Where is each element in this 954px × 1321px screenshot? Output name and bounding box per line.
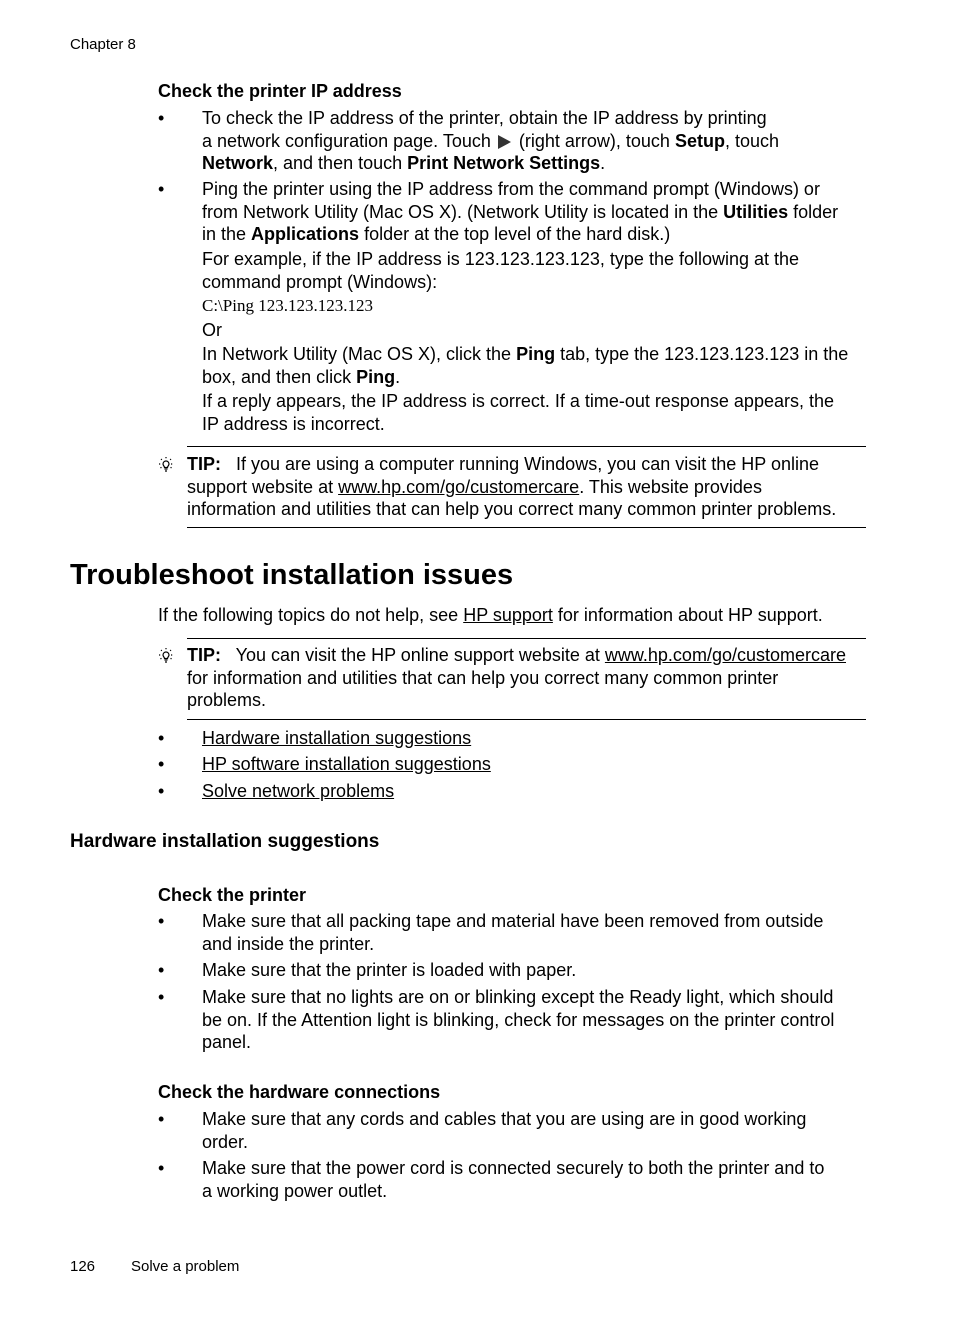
lightbulb-tip-icon xyxy=(156,646,176,666)
bold-text: Print Network Settings xyxy=(407,153,601,173)
bullet-marker: • xyxy=(158,987,165,1007)
text: for information and utilities that can help you correct many common printer problems. xyxy=(187,667,779,710)
footer-section: Solve a problem xyxy=(131,1258,240,1275)
tip-divider-top xyxy=(187,638,866,639)
text: You can visit the HP online support website at xyxy=(221,645,605,665)
text: folder in the xyxy=(202,201,839,244)
bullet-marker: • xyxy=(158,1158,165,1178)
text: , touch xyxy=(724,130,779,151)
paragraph-network-utility xyxy=(202,343,848,388)
text: For example, if the IP address is 123.123.123.123, type the following at the command prompt (Windows): xyxy=(202,249,800,292)
text: Make sure that no lights are on or blinking except the Ready light, which should be on. If the Attention light is blinking, check for messages on the printer control panel. xyxy=(202,987,835,1052)
bullet-marker: • xyxy=(158,108,165,128)
text: . xyxy=(600,153,606,173)
text: Check the hardware connections xyxy=(158,1082,441,1102)
text: If you are using a computer running Windows, you can visit the HP online support website at xyxy=(187,454,819,497)
subheading-check-ip xyxy=(158,80,402,103)
text: To check the IP address of the printer, obtain the IP address by printing a network configuration page. Touch xyxy=(202,108,767,151)
link-item-software xyxy=(158,753,491,776)
bullet-marker: • xyxy=(158,728,165,748)
text: . xyxy=(395,366,401,387)
text: In Network Utility (Mac OS X), click the xyxy=(202,344,517,364)
bullet-power xyxy=(158,1157,825,1202)
bold-text: Ping xyxy=(356,366,396,387)
text: Ping the printer using the IP address from the command prompt (Windows) or from Network Utility (Mac OS X). (Network Utility is located in the xyxy=(202,179,820,222)
text: folder at the top level of the hard disk.) xyxy=(359,224,671,244)
text: , and then touch xyxy=(273,153,408,173)
bullet-marker: • xyxy=(158,1109,165,1129)
text: Or xyxy=(202,320,222,340)
page-number: 126 xyxy=(70,1258,96,1275)
bold-text: TIP: xyxy=(187,645,221,665)
text: Troubleshoot installation issues xyxy=(70,559,514,591)
text: Check the printer xyxy=(158,885,307,905)
text: C:\Ping 123.123.123.123 xyxy=(202,296,373,315)
text: tab, type the 123.123.123.123 in the box, and then click xyxy=(202,344,849,387)
subheading-hardware-connections xyxy=(158,1081,440,1104)
bullet-marker: • xyxy=(158,754,165,774)
text: Make sure that the power cord is connected securely to both the printer and to a working power outlet. xyxy=(202,1158,825,1201)
link[interactable]: www.hp.com/go/customercare xyxy=(338,476,580,497)
tip-support-website xyxy=(187,644,846,712)
tip-divider-top xyxy=(187,446,866,447)
link-item-hardware xyxy=(158,727,472,750)
text: Hardware installation suggestions xyxy=(70,831,380,852)
bullet-packing-tape xyxy=(158,910,824,955)
paragraph-or xyxy=(202,319,222,342)
bullet-marker: • xyxy=(158,960,165,980)
bullet-lights xyxy=(158,986,835,1054)
text: If a reply appears, the IP address is correct. If a time-out response appears, the IP address is incorrect. xyxy=(202,391,834,434)
bullet-marker: • xyxy=(158,911,165,931)
link-item-network xyxy=(158,780,395,803)
tip-divider-bottom xyxy=(187,527,866,528)
text: Make sure that any cords and cables that you are using are in good working order. xyxy=(202,1109,807,1152)
right-arrow-icon xyxy=(498,135,511,149)
heading-troubleshoot-installation xyxy=(70,557,513,593)
paragraph-intro xyxy=(158,604,823,627)
text: Make sure that the printer is loaded with paper. xyxy=(202,960,577,980)
bullet-ping xyxy=(158,178,839,246)
bullet-marker: • xyxy=(158,179,165,199)
text: . This website provides information and utilities that can help you correct many common printer problems. xyxy=(187,476,837,519)
bullet-paper xyxy=(158,959,577,982)
text: Make sure that all packing tape and material have been removed from outside and inside the printer. xyxy=(202,911,824,954)
paragraph-example xyxy=(202,248,799,293)
link[interactable]: www.hp.com/go/customercare xyxy=(604,645,846,665)
text: Check the printer IP address xyxy=(158,81,402,101)
tip-divider-bottom xyxy=(187,719,866,720)
bold-text: Network xyxy=(202,153,274,173)
text: for information about HP support. xyxy=(552,605,823,625)
text: (right arrow), touch xyxy=(513,130,675,151)
bold-text: Utilities xyxy=(723,201,789,222)
paragraph-reply xyxy=(202,390,834,435)
bullet-cords xyxy=(158,1108,807,1153)
link[interactable]: HP software installation suggestions xyxy=(202,754,491,774)
bullet-marker: • xyxy=(158,781,165,801)
bold-text: TIP: xyxy=(187,454,221,474)
bold-text: Setup xyxy=(674,130,725,151)
link[interactable]: Solve network problems xyxy=(202,781,395,801)
lightbulb-tip-icon xyxy=(156,455,176,475)
bold-text: Ping xyxy=(516,344,556,364)
text: If the following topics do not help, see xyxy=(158,605,464,625)
bullet-print-config xyxy=(158,107,779,175)
link[interactable]: HP support xyxy=(463,605,553,625)
subheading-check-printer xyxy=(158,884,306,907)
chapter-label: Chapter 8 xyxy=(70,36,136,53)
tip-windows xyxy=(187,453,836,521)
command-example xyxy=(202,295,373,318)
link[interactable]: Hardware installation suggestions xyxy=(202,728,472,748)
heading-hardware-suggestions xyxy=(70,831,379,853)
bold-text: Applications xyxy=(251,224,360,244)
